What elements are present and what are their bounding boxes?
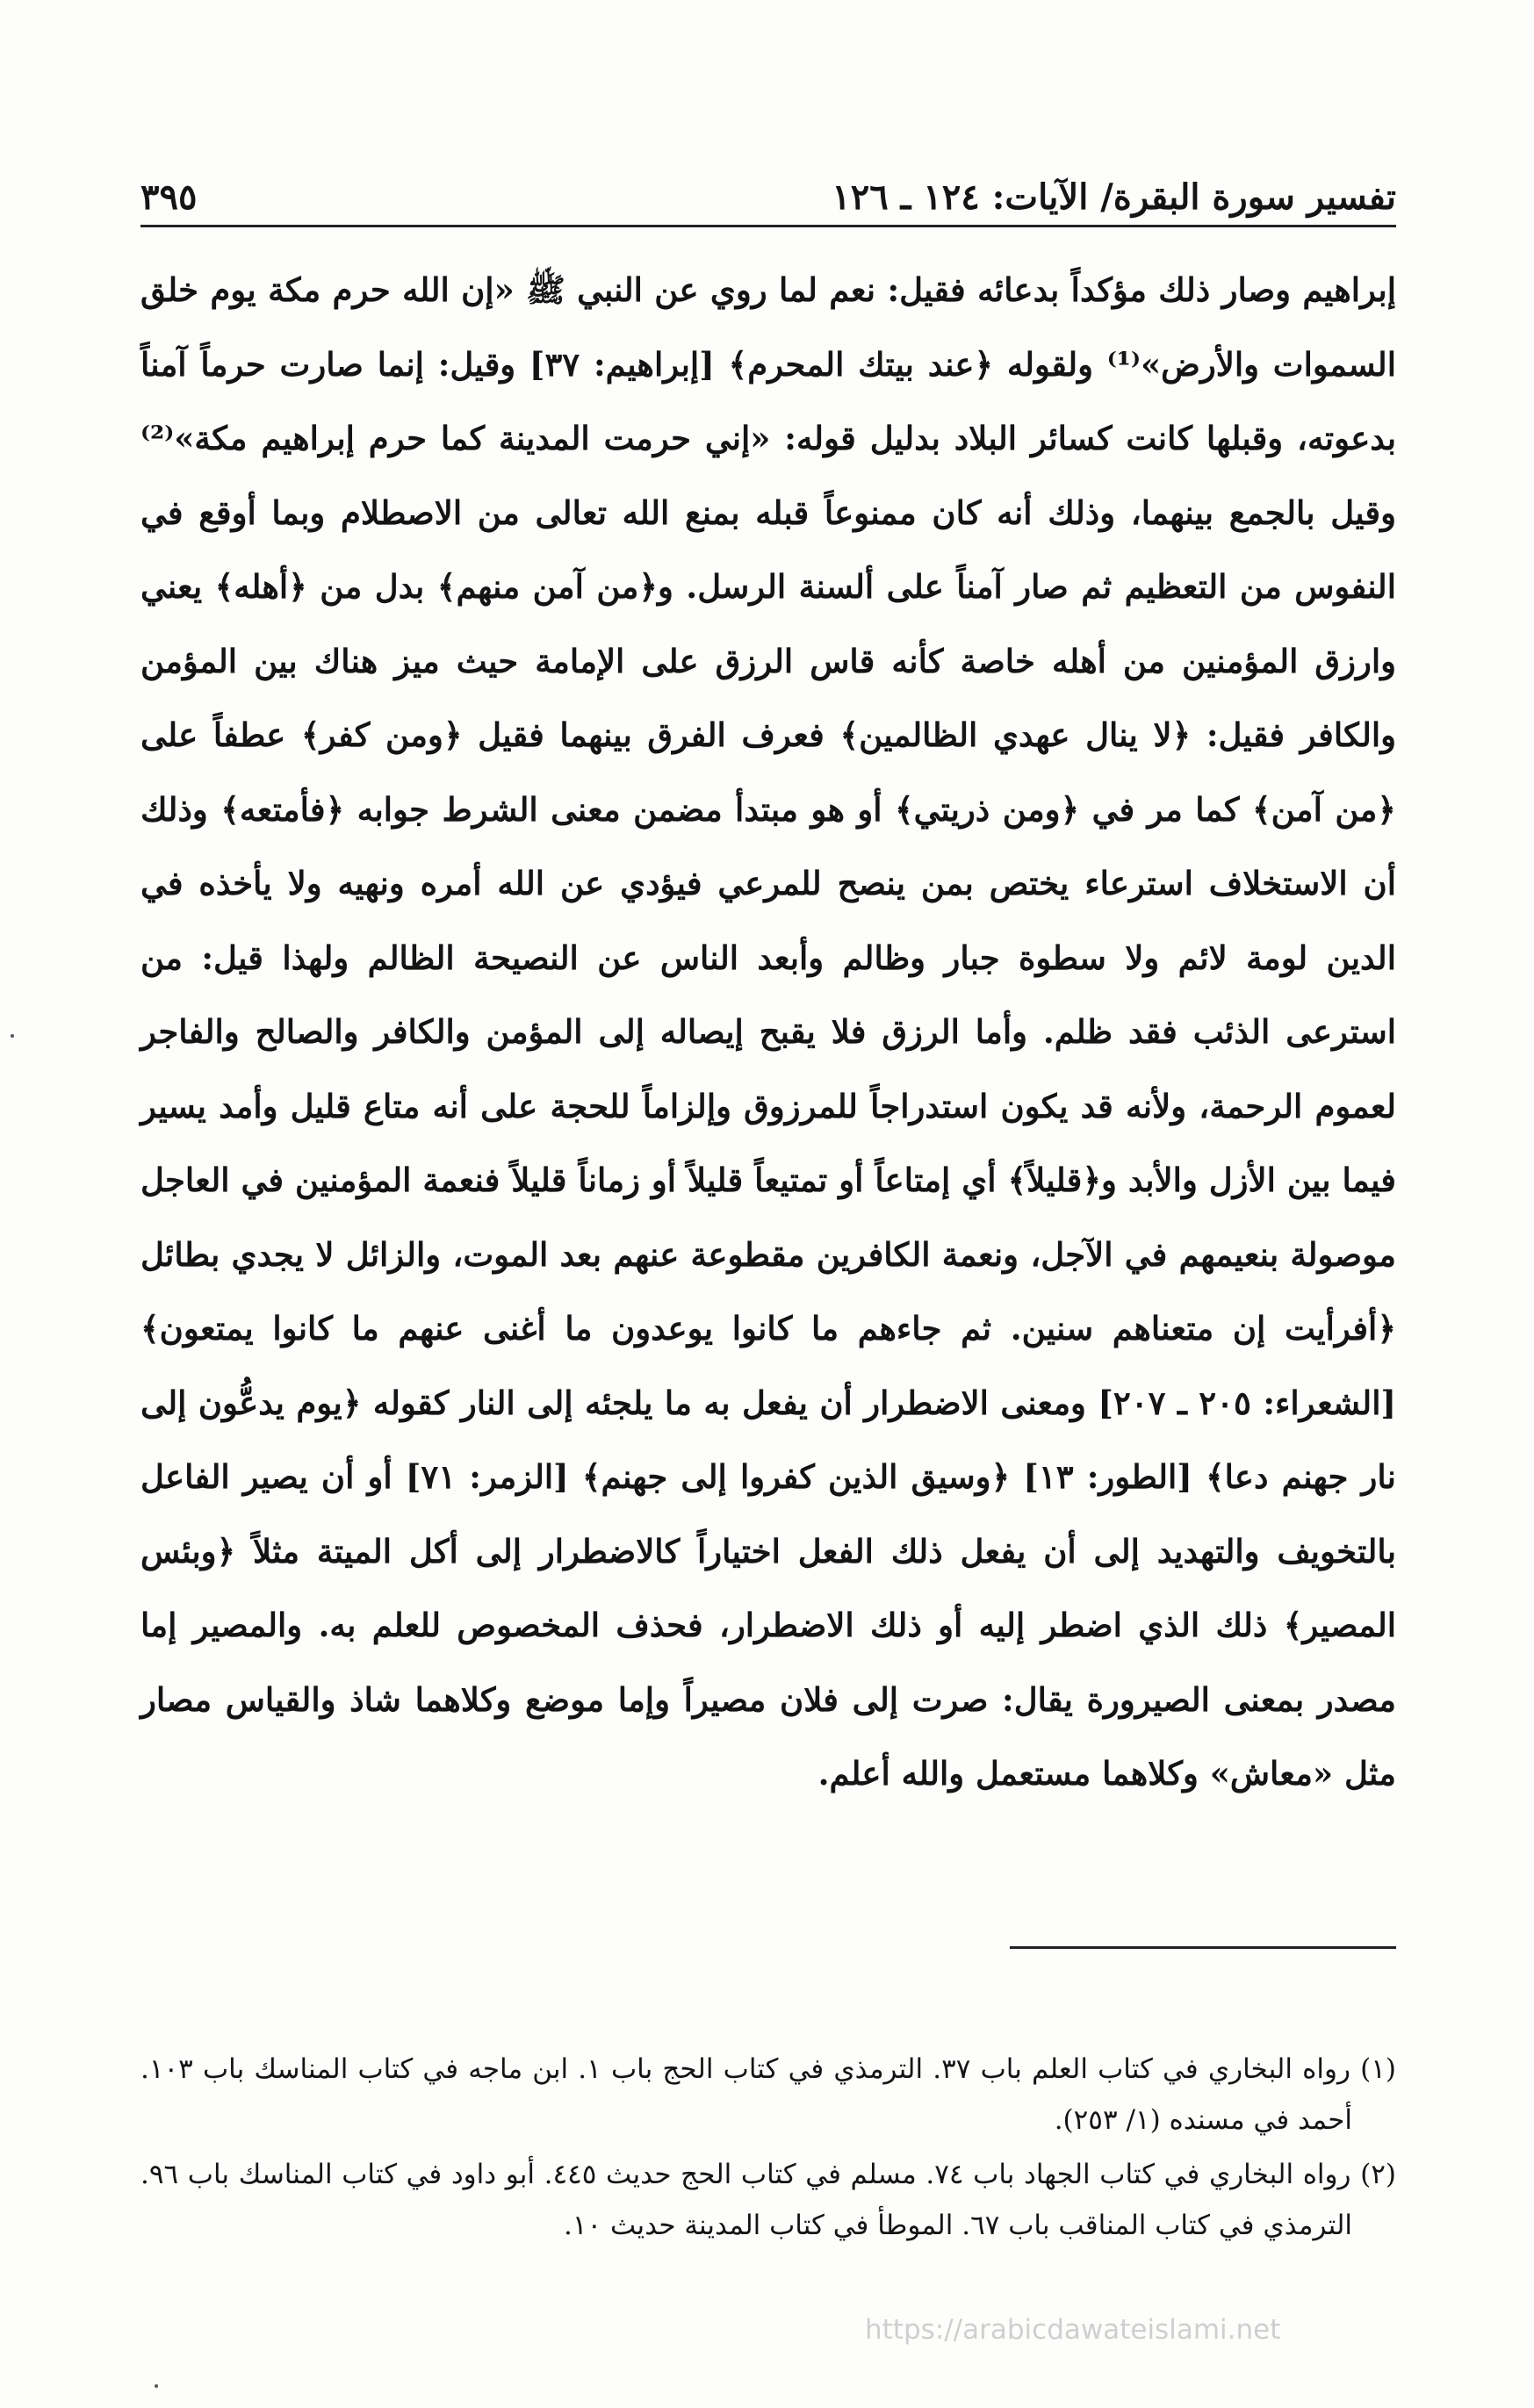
- body-paragraph: إبراهيم وصار ذلك مؤكداً بدعائه فقيل: نعم لما روي عن النبي ﷺ «إن الله حرم مكة يوم خلق السموات والأرض»⁽¹⁾ ولقوله ﴿عند بيتك المحرم﴾ [إبراهيم: ٣٧] وقيل: إنما صارت حرماً آمناً بدعوته، وقبلها كانت كسائر البلاد بدليل قوله: «إني حرمت المدينة كما حرم إبراهيم مكة»⁽²⁾ وقيل بالجمع بينهما، وذلك أنه كان ممنوعاً قبله بمنع الله تعالى من الاصطلام وبما أوقع في النفوس من التعظيم ثم صار آمناً على ألسنة الرسل. و﴿من آمن منهم﴾ بدل من ﴿أهله﴾ يعني وارزق المؤمنين من أهله خاصة كأنه قاس الرزق على الإمامة حيث ميز هناك بين المؤمن والكافر فقيل: ﴿لا ينال عهدي الظالمين﴾ فعرف الفرق بينهما فقيل ﴿ومن كفر﴾ عطفاً على ﴿من آمن﴾ كما مر في ﴿ومن ذريتي﴾ أو هو مبتدأ مضمن معنى الشرط جوابه ﴿فأمتعه﴾ وذلك أن الاستخلاف استرعاء يختص بمن ينصح للمرعي فيؤدي عن الله أمره ونهيه ولا يأخذه في الدين لومة لائم ولا سطوة جبار وظالم وأبعد الناس عن النصيحة الظالم ولهذا قيل: من استرعى الذئب فقد ظلم. وأما الرزق فلا يقبح إيصاله إلى المؤمن والكافر والصالح والفاجر لعموم الرحمة، ولأنه قد يكون استدراجاً للمرزوق وإلزاماً للحجة على أنه متاع قليل وأمد يسير فيما بين الأزل والأبد و﴿قليلاً﴾ أي إمتاعاً أو تمتيعاً قليلاً أو زماناً قليلاً فنعمة المؤمنين في العاجل موصولة بنعيمهم في الآجل، ونعمة الكافرين مقطوعة عنهم بعد الموت، والزائل لا يجدي بطائل ﴿أفرأيت إن متعناهم سنين. ثم جاءهم ما كانوا يوعدون ما أغنى عنهم ما كانوا يمتعون﴾ [الشعراء: ٢٠٥ ـ ٢٠٧] ومعنى الاضطرار أن يفعل به ما يلجئه إلى النار كقوله ﴿يوم يدعُّون إلى نار جهنم دعا﴾ [الطور: ١٣] ﴿وسيق الذين كفروا إلى جهنم﴾ [الزمر: ٧١] أو أن يصير الفاعل بالتخويف والتهديد إلى أن يفعل ذلك الفعل اختياراً كالاضطرار إلى أكل الميتة مثلاً ﴿وبئس المصير﴾ ذلك الذي اضطر إليه أو ذلك الاضطرار، فحذف المخصوص للعلم به. والمصير إما مصدر بمعنى الصيرورة يقال: صرت إلى فلان مصيراً وإما موضع وكلاهما شاذ والقياس مصار مثل «معاش» وكلاهما مستعمل والله أعلم.: [140, 270, 1396, 1793]
- footnotes: [140, 2044, 1396, 2254]
- watermark-url: https://arabicdawateislami.net: [865, 2314, 1281, 2346]
- header-title: تفسير سورة البقرة/ الآيات: ١٢٤ ـ ١٢٦: [832, 176, 1396, 218]
- page-number: ٣٩٥: [140, 176, 198, 218]
- footnote-separator: [1010, 1946, 1396, 1949]
- scan-speck: [155, 2384, 158, 2388]
- footnote-1: (١) رواه البخاري في كتاب العلم باب ٣٧. الترمذي في كتاب الحج باب ١. ابن ماجه في كتاب المناسك باب ١٠٣. أحمد في مسنده (١/ ٢٥٣).: [140, 2053, 1396, 2136]
- running-header: [140, 156, 1396, 218]
- header-rule: [140, 225, 1396, 227]
- footnote-2: (٢) رواه البخاري في كتاب الجهاد باب ٧٤. مسلم في كتاب الحج حديث ٤٤٥. أبو داود في كتاب المناسك باب ٩٦. الترمذي في كتاب المناقب باب ٦٧. الموطأ في كتاب المدينة حديث ١٠.: [140, 2159, 1396, 2241]
- main-text: [140, 253, 1396, 1811]
- scan-speck: [11, 1034, 14, 1038]
